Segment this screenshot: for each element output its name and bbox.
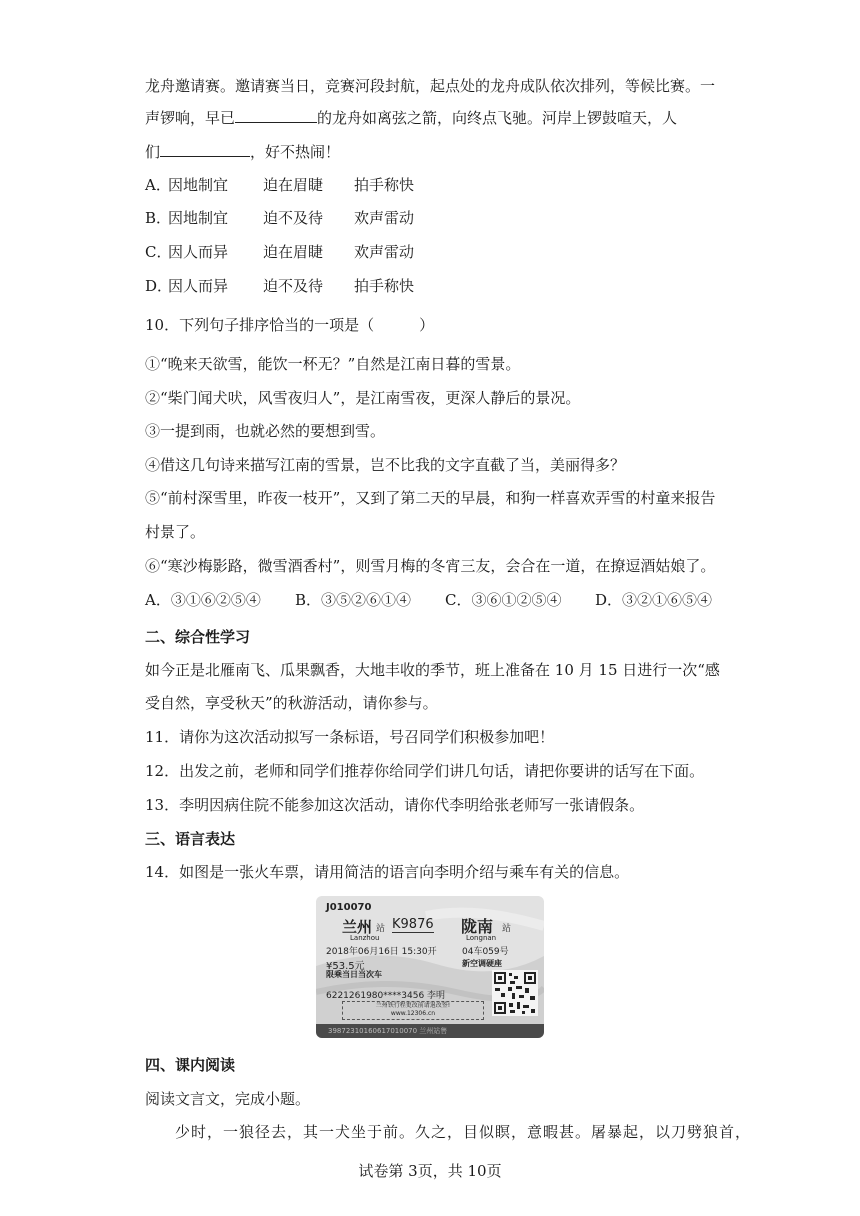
q10-options [145,590,712,610]
passage-text: 声锣响，早已 [145,109,236,127]
option-a: A．因地制宜 迫在眉睫 拍手称快 [145,176,415,194]
fill-blank [235,107,317,123]
section-intro: 如今正是北雁南飞、瓜果飘香，大地丰收的季节，班上准备在 10 月 15 日进行一次“感 [145,661,720,679]
section-intro: 受自然，享受秋天”的秋游活动，请你参与。 [145,694,438,712]
question-14: 14．如图是一张火车票，请用简洁的语言向李明介绍与乘车有关的信息。 [145,863,630,881]
ticket-site: www.12306.cn [390,1010,436,1017]
option-d: D．因人而异 迫不及待 拍手称快 [145,277,415,295]
ticket-serial: 39872310160617010070 兰州站售 [328,1027,448,1035]
question-13: 13．李明因病住院不能参加这次活动，请你代李明给张老师写一张请假条。 [145,796,645,814]
section-heading: 四、课内阅读 [145,1056,236,1074]
sentence-5: ⑤“前村深雪里，昨夜一枝开”，又到了第二天的早晨，和狗一样喜欢弄雪的村童来报告 [145,489,716,507]
ticket-to: 陇南 [461,917,494,936]
train-ticket-image [316,896,544,1038]
passage-text: 的龙舟如离弦之箭，向终点飞驰。河岸上锣鼓喧天，人 [317,109,678,127]
option-a: A．③①⑥②⑤④ [145,591,261,609]
question-11: 11．请你为这次活动拟写一条标语，号召同学们积极参加吧！ [145,728,555,746]
ticket-notice: 兰州铁行程更改前请退改签! [375,1002,451,1009]
ticket-seat-type: 新空调硬座 [462,959,502,968]
ticket-datetime: 2018年06月16日 15:30开 [326,947,437,957]
passage-text: 们 [145,143,161,161]
section-heading: 三、语言表达 [145,830,236,848]
to-pinyin: Longnan [466,934,497,942]
passage-line [145,141,340,162]
question-10: 10．下列句子排序恰当的一项是（ ） [145,316,435,334]
sentence-4: ④借这几句诗来描写江南的雪景，岂不比我的文字直截了当，美丽得多？ [145,456,626,474]
ticket-from: 兰州 [342,918,373,936]
sentence-5-cont: 村景了。 [145,523,206,541]
sentence-6: ⑥“寒沙梅影路，微雪酒香村”，则雪月梅的冬宵三友，会合在一道，在撩逗酒姑娘了。 [145,557,716,575]
ticket-code: J010070 [326,902,372,913]
station-suffix: 站 [502,924,512,934]
question-12: 12．出发之前，老师和同学们推荐你给同学们讲几句话，请把你要讲的话写在下面。 [145,762,705,780]
qr-code-icon [492,970,538,1016]
passage-line [145,107,677,128]
ticket-serial-strip [316,1024,544,1038]
ticket-id-name: 6221261980****3456 李明 [326,991,446,1001]
option-c: C．因人而异 迫在眉睫 欢声雷动 [145,243,415,261]
ticket-notice-box [342,1001,484,1020]
classical-text: 少时，一狼径去，其一犬坐于前。久之，目似瞑，意暇甚。屠暴起，以刀劈狼首， [175,1123,752,1141]
sentence-3: ③一提到雨，也就必然的要想到雪。 [145,422,386,440]
option-d: D．③②①⑥⑤④ [595,591,713,609]
from-pinyin: Lanzhou [350,934,380,942]
fill-blank [160,141,250,157]
ticket-train-number: K9876 [392,917,434,932]
passage-line: 龙舟邀请赛。邀请赛当日，竞赛河段封航，起点处的龙舟成队依次排列，等候比赛。一 [145,77,716,95]
page-footer: 试卷第 3页，共 10页 [358,1162,502,1180]
option-c: C．③⑥①②⑤④ [445,591,562,609]
station-suffix: 站 [376,924,386,934]
option-b: B．③⑤②⑥①④ [295,591,412,609]
ticket-limit: 限乘当日当次车 [326,970,382,979]
ticket-seat: 04车059号 [462,947,509,957]
option-b: B．因地制宜 迫不及待 欢声雷动 [145,209,415,227]
sentence-1: ①“晚来天欲雪，能饮一杯无？”自然是江南日暮的雪景。 [145,355,521,373]
ticket-price: ¥53.5元 [326,961,365,972]
section-intro: 阅读文言文，完成小题。 [145,1090,311,1108]
sentence-2: ②“柴门闻犬吠，风雪夜归人”，是江南雪夜，更深人静后的景况。 [145,389,581,407]
section-heading: 二、综合性学习 [145,628,251,646]
passage-text: ，好不热闹！ [250,143,341,161]
